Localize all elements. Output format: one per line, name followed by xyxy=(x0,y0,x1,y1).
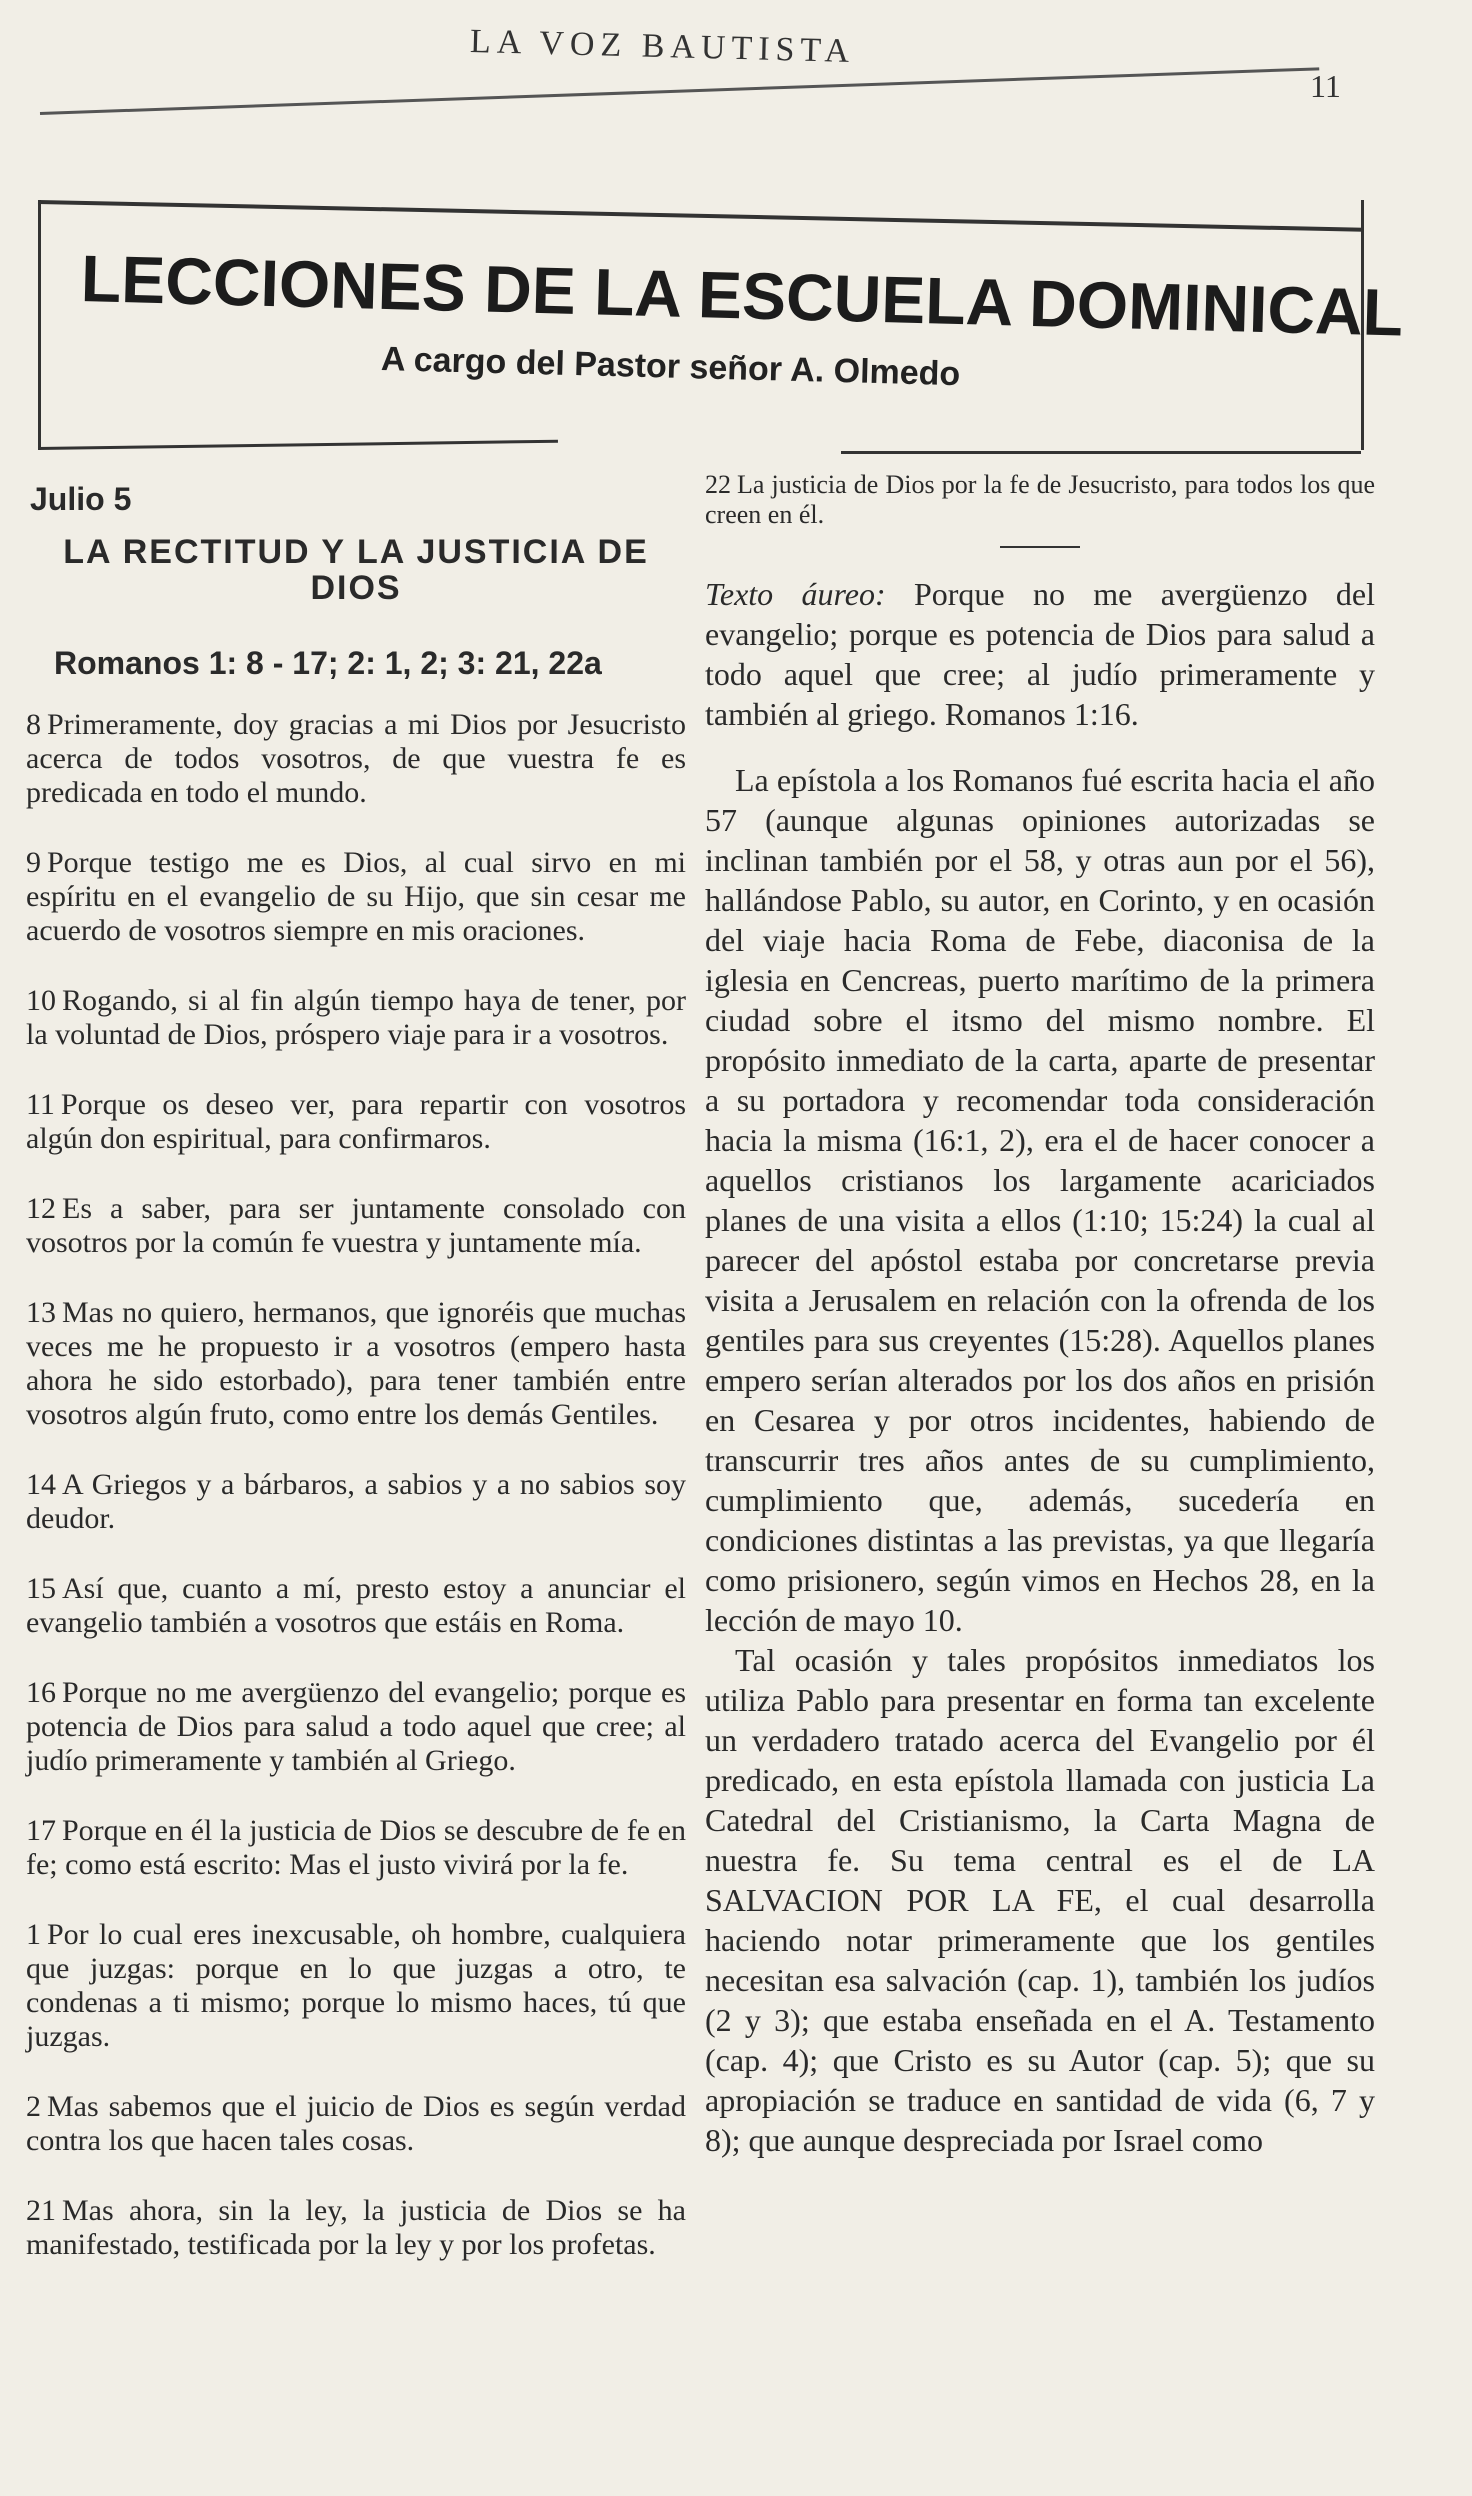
verse xyxy=(26,2194,686,2262)
verse-number: 15 xyxy=(26,1572,56,1605)
verse-number: 2 xyxy=(26,2090,41,2123)
lesson-title-line1: LA RECTITUD Y LA JUSTICIA DE xyxy=(63,533,649,571)
verse-number: 8 xyxy=(26,708,41,741)
verse-text: Por lo cual eres inexcusable, oh hombre, cualquiera que juzgas: porque en lo que juzgas a otro, te condenas a ti mismo; porque lo mismo haces, tú que juzgas. xyxy=(26,1918,686,2053)
verse-number: 16 xyxy=(26,1676,56,1709)
lesson-date: Julio 5 xyxy=(30,481,132,517)
verse-number: 21 xyxy=(26,2194,56,2227)
verse xyxy=(26,1192,686,1260)
title-box-top-rule xyxy=(38,200,1364,232)
verse xyxy=(26,1088,686,1156)
verse xyxy=(26,708,686,810)
verse xyxy=(26,1468,686,1536)
verse-text: Porque testigo me es Dios, al cual sirvo en mi espíritu en el evangelio de su Hijo, que sin cesar me acuerdo de vosotros siempre en mis oraciones. xyxy=(26,846,686,947)
verse-number: 14 xyxy=(26,1468,56,1501)
golden-text xyxy=(705,574,1375,734)
header-rule xyxy=(40,67,1319,115)
verse-number: 1 xyxy=(26,1918,41,1951)
commentary-paragraph: La epístola a los Romanos fué escrita hacia el año 57 (aunque algunas opiniones autorizadas se inclinan también por el 58, y otras aun por el 56), hallándose Pablo, su autor, en Corinto, y en ocasión del viaje hacia Roma de Febe, diaconisa de la iglesia en Cencreas, puerto marítimo de la primera ciudad sobre el itsmo del mismo nombre. El propósito inmediato de la carta, aparte de presentar a su portadora y recomendar toda consideración hacia la misma (16:1, 2), era el de hacer conocer a aquellos cristianos los largamente acariciados planes de una visita a ellos (1:10; 15:24) la cual al parecer del apóstol estaba por concretarse previa visita a Jerusalem en relación con la ofrenda de los gentiles para sus creyentes (15:28). Aquellos planes empero serían alterados por los dos años en prisión en Cesarea y por otros incidentes, habiendo de transcurrir tres años antes de su cumplimiento, cumplimiento que, además, sucedería en condiciones distintas a las previstas, ya que llegaría como prisionero, según vimos en Hechos 28, en la lección de mayo 10. xyxy=(705,762,1375,1638)
verse-text: Primeramente, doy gracias a mi Dios por Jesucristo acerca de todos vosotros, de que vuestra fe es predicada en todo el mundo. xyxy=(26,708,686,809)
left-column xyxy=(26,470,686,2298)
scripture-reference: Romanos 1: 8 - 17; 2: 1, 2; 3: 21, 22a xyxy=(54,645,602,681)
verse-number: 11 xyxy=(26,1088,55,1121)
page-number: 11 xyxy=(1310,68,1341,104)
publication-title: LA VOZ BAUTISTA xyxy=(469,22,856,71)
golden-text-label: Texto áureo: xyxy=(705,576,886,612)
verse-text: Mas ahora, sin la ley, la justicia de Dios se ha manifestado, testificada por la ley y por los profetas. xyxy=(26,2194,686,2261)
commentary-paragraph: Tal ocasión y tales propósitos inmediatos los utiliza Pablo para presentar en forma tan excelente un verdadero tratado acerca del Evangelio por él predicado, en esta epístola llamada con justicia La Catedral del Cristianismo, la Carta Magna de nuestra fe. Su tema central es el de LA SALVACION POR LA FE, el cual desarrolla haciendo notar primeramente que los gentiles necesitan esa salvación (cap. 1), también los judíos (2 y 3); que estaba enseñada en el A. Testamento (cap. 4); que Cristo es su Autor (cap. 5); que su apropiación se traduce en santidad de vida (6, 7 y 8); que aunque despreciada por Israel como xyxy=(705,1642,1375,2158)
lesson-title-line2: DIOS xyxy=(310,569,402,607)
verse-text: Rogando, si al fin algún tiempo haya de tener, por la voluntad de Dios, próspero viaje para ir a vosotros. xyxy=(26,984,686,1051)
verse-number: 22 xyxy=(705,470,731,499)
verse xyxy=(26,1814,686,1882)
section-title: LECCIONES DE LA ESCUELA DOMINICAL xyxy=(80,241,1404,350)
verse xyxy=(26,1676,686,1778)
verse-text: Es a saber, para ser juntamente consolado con vosotros por la común fe vuestra y juntamente mía. xyxy=(26,1192,686,1259)
verse xyxy=(705,470,1375,530)
verse-text: La justicia de Dios por la fe de Jesucristo, para todos los que creen en él. xyxy=(705,470,1375,529)
right-column xyxy=(705,470,1375,2160)
verse-text: Porque os deseo ver, para repartir con vosotros algún don espiritual, para confirmaros. xyxy=(26,1088,686,1155)
verse-text: Porque no me avergüenzo del evangelio; porque es potencia de Dios para salud a todo aquel que cree; al judío primeramente y también al Griego. xyxy=(26,1676,686,1777)
title-box-bottom-rule-left xyxy=(38,440,558,450)
verse-text: Porque en él la justicia de Dios se descubre de fe en fe; como está escrito: Mas el justo vivirá por la fe. xyxy=(26,1814,686,1881)
verse-number: 9 xyxy=(26,846,41,879)
verse xyxy=(26,2090,686,2158)
verse xyxy=(26,1296,686,1432)
lesson-title xyxy=(26,534,686,606)
verse xyxy=(26,984,686,1052)
verse-number: 13 xyxy=(26,1296,56,1329)
golden-text-body: Porque no me avergüenzo del evangelio; porque es potencia de Dios para salud a todo aquel que cree; al judío primeramente y también al griego. Romanos 1:16. xyxy=(705,576,1376,732)
verse-number: 12 xyxy=(26,1192,56,1225)
section-title-box xyxy=(38,200,1404,450)
verse-text: Así que, cuanto a mí, presto estoy a anunciar el evangelio también a vosotros que estáis en Roma. xyxy=(26,1572,686,1639)
verse xyxy=(26,846,686,948)
verse-text: Mas sabemos que el juicio de Dios es según verdad contra los que hacen tales cosas. xyxy=(26,2090,686,2157)
section-byline: A cargo del Pastor señor A. Olmedo xyxy=(380,340,961,394)
verse-text: A Griegos y a bárbaros, a sabios y a no sabios soy deudor. xyxy=(26,1468,686,1535)
verse-number: 17 xyxy=(26,1814,56,1847)
verse xyxy=(26,1918,686,2054)
divider xyxy=(1000,546,1080,548)
verse-text: Mas no quiero, hermanos, que ignoréis que muchas veces me he propuesto ir a vosotros (empero hasta ahora he sido estorbado), para tener también entre vosotros algún fruto, como entre los demás Gentiles. xyxy=(26,1296,686,1431)
verse xyxy=(26,1572,686,1640)
title-box-bottom-rule-right xyxy=(841,451,1361,454)
verse-number: 10 xyxy=(26,984,56,1017)
